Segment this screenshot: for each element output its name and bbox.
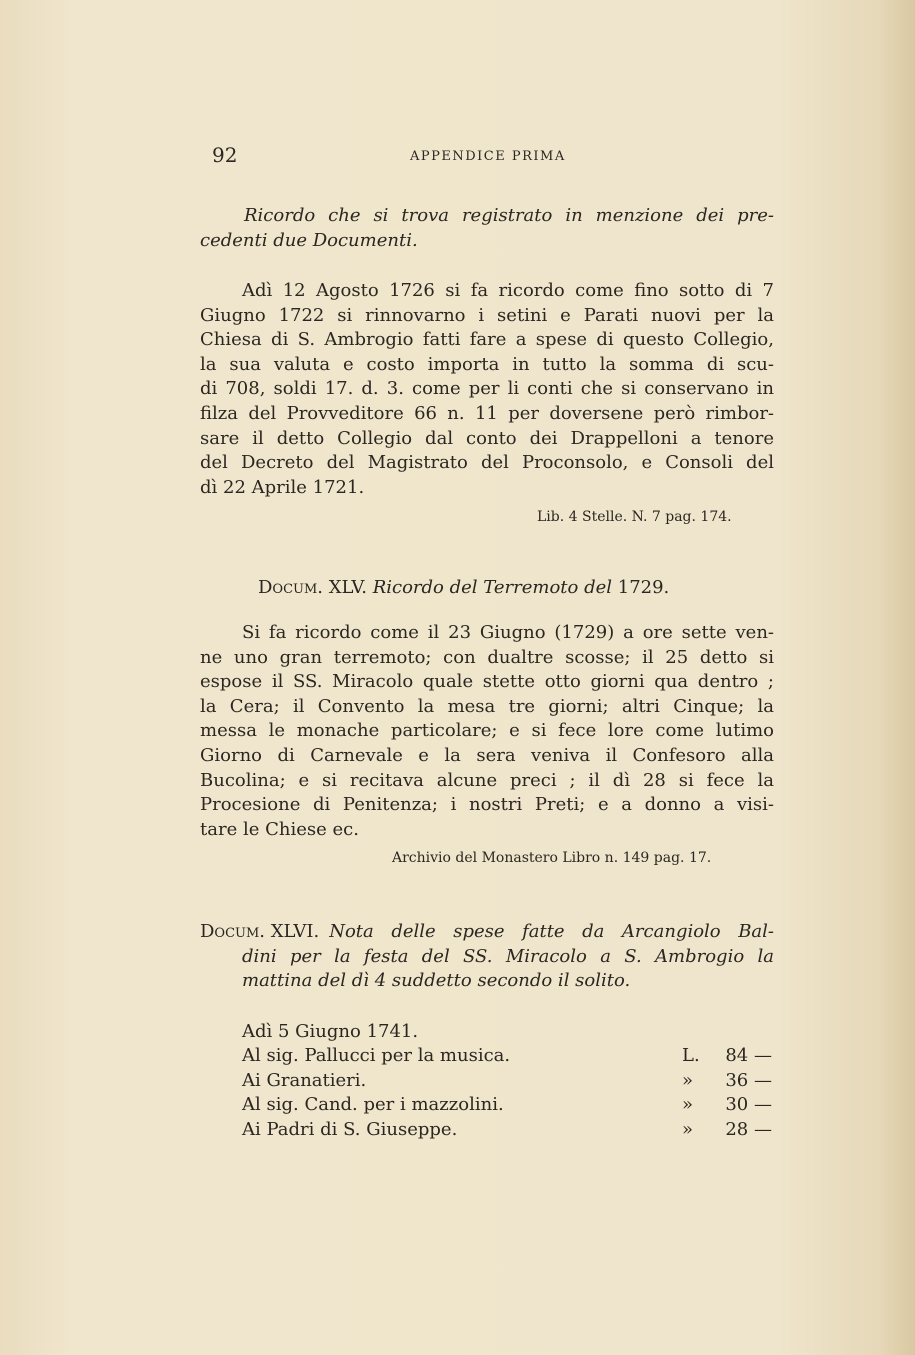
doc-year: 1729. [617,577,670,598]
expense-item: Al sig. Pallucci per la musica. [242,1045,511,1066]
expense-item: Ai Padri di S. Giuseppe. [242,1118,458,1140]
expense-amount: 30 — [725,1094,772,1116]
doc-title-line: mattina del dì 4 suddetto secondo il solito. [242,970,631,992]
body-line: filza del Provveditore 66 n. 11 per doversene però rimbor- [200,402,774,424]
expense-amount: 28 — [725,1118,772,1140]
doc-label: Docum. XLV. [258,577,367,598]
body-line: Si fa ricordo come il 23 Giugno (1729) a ore sette ven- [242,622,774,643]
body-line: Giugno 1722 si rinnovarno i setini e Parati nuovi per la [200,304,774,326]
currency-mark: » [682,1094,694,1116]
expense-row [242,1044,772,1069]
body-line: la sua valuta e costo importa in tutto la somma di scu- [200,353,774,375]
currency-mark: » [682,1118,694,1140]
doc-title: Ricordo del Terremoto del [372,577,613,598]
doc-title-line: dini per la festa del SS. Miracolo a S. Ambrogio la [242,945,774,967]
section1-title-line: cedenti due Documenti. [200,229,418,251]
expense-row [242,1118,772,1143]
body-line: del Decreto del Magistrato del Proconsolo, e Consoli del [200,452,774,474]
expense-amount: 36 — [725,1069,772,1091]
body-line: messa le monache particolare; e si fece lore come lutimo [200,720,774,742]
section2-body [200,621,774,842]
currency-mark: L. [682,1045,700,1066]
section1-title [200,204,774,253]
section2-reference: Archivio del Monastero Libro n. 149 pag. 17. [392,850,712,866]
currency-mark: » [682,1069,694,1091]
expense-table [242,1044,772,1142]
body-line: Procesione di Penitenza; i nostri Preti; e a donno a visi- [200,794,774,816]
body-line: Bucolina; e si recitava alcune preci ; il dì 28 si fece la [200,769,774,791]
section3-heading [200,920,774,994]
expense-row [242,1093,772,1118]
expense-amount: 84 — [725,1045,772,1066]
doc-title-line: Nota delle spese fatte da Arcangiolo Bal- [329,921,774,942]
body-line: Chiesa di S. Ambrogio fatti fare a spese di questo Collegio, [200,329,774,351]
running-title: APPENDICE PRIMA [410,149,566,164]
doc-label: Docum. XLVI. [200,921,320,942]
body-line: tare le Chiese ec. [200,818,359,840]
body-line: Adì 12 Agosto 1726 si fa ricordo come fino sotto di 7 [242,280,774,301]
section1-title-line: Ricordo che si trova registrato in menzione dei pre- [244,205,774,226]
body-line: sare il detto Collegio dal conto dei Drappelloni a tenore [200,427,774,449]
section1-body [200,279,774,500]
expense-date: Adì 5 Giugno 1741. [242,1021,419,1042]
expense-item: Ai Granatieri. [242,1069,367,1091]
expense-row [242,1069,772,1094]
page-number: 92 [212,143,238,167]
body-line: Giorno di Carnevale e la sera veniva il Confesoro alla [200,744,774,766]
body-line: espose il SS. Miracolo quale stette otto giorni qua dentro ; [200,671,774,693]
body-line: di 708, soldi 17. d. 3. come per li conti che si conservano in [200,378,774,400]
body-line: la Cera; il Convento la mesa tre giorni; altri Cinque; la [200,695,774,717]
section2-heading [258,576,669,601]
body-line: dì 22 Aprile 1721. [200,476,365,498]
expense-item: Al sig. Cand. per i mazzolini. [242,1094,504,1116]
section3-heading-first [200,920,774,945]
body-line: ne uno gran terremoto; con dualtre scosse; il 25 detto si [200,646,774,668]
section1-reference: Lib. 4 Stelle. N. 7 pag. 174. [537,509,732,525]
